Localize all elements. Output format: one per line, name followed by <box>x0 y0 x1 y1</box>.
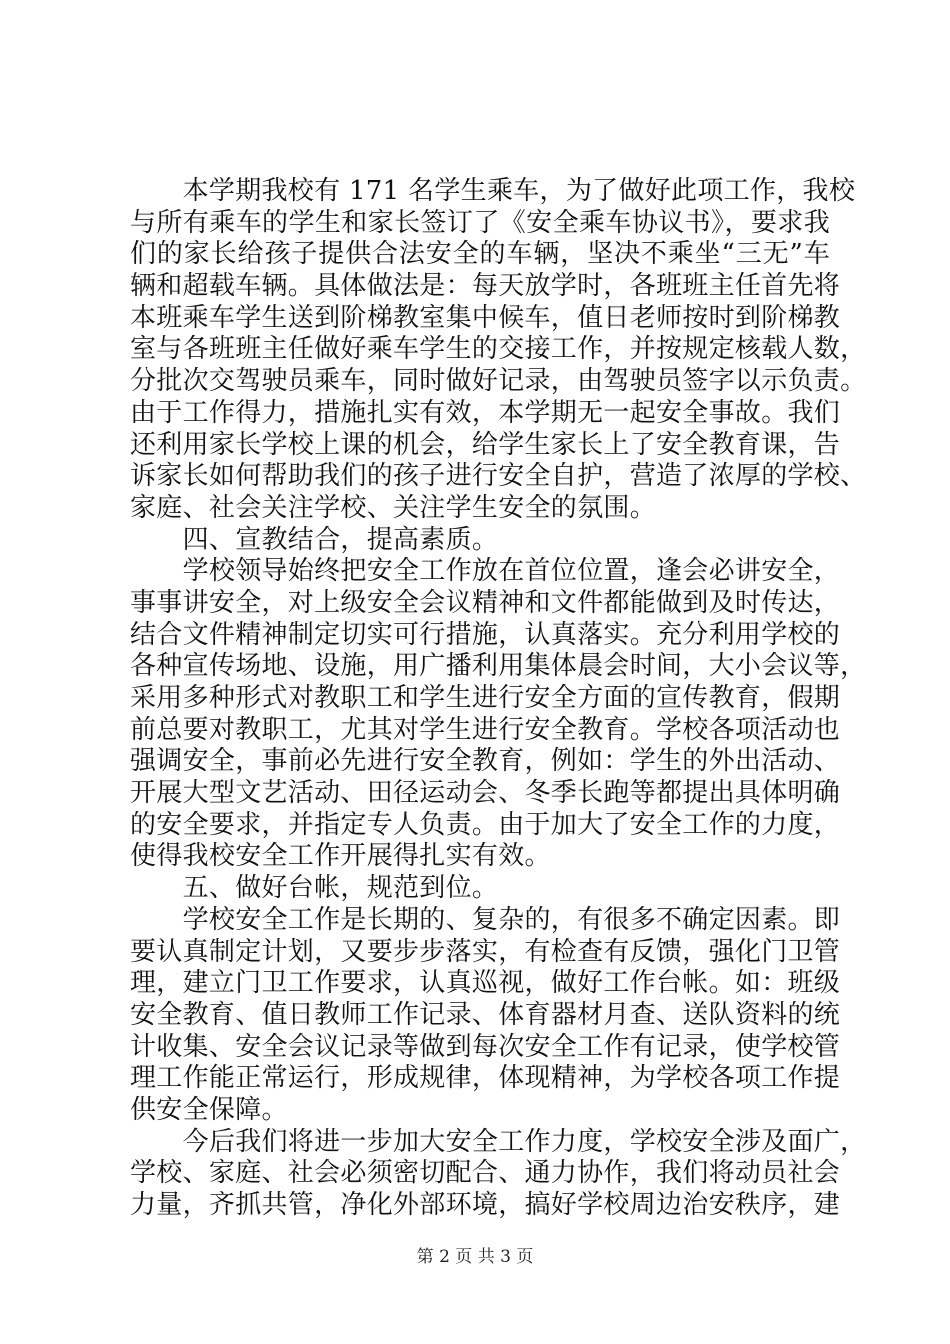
text-line: 们的家长给孩子提供合法安全的车辆，坚决不乘坐“三无”车 <box>130 239 830 270</box>
text-line: 辆和超载车辆。具体做法是：每天放学时，各班班主任首先将 <box>130 271 841 302</box>
text-line: 结合文件精神制定切实可行措施，认真落实。充分利用学校的 <box>130 619 841 650</box>
text-line: 学校安全工作是长期的、复杂的，有很多不确定因素。即 <box>130 904 841 935</box>
text-line: 还利用家长学校上课的机会，给学生家长上了安全教育课，告 <box>130 429 841 460</box>
text-line: 本班乘车学生送到阶梯教室集中候车，值日老师按时到阶梯教 <box>130 302 841 333</box>
text-line: 理，建立门卫工作要求，认真巡视，做好工作台帐。如：班级 <box>130 968 841 999</box>
text-line: 诉家长如何帮助我们的孩子进行安全自护，营造了浓厚的学校、 <box>130 461 867 492</box>
text-line: 力量，齐抓共管，净化外部环境，搞好学校周边治安秩序，建 <box>130 1190 841 1220</box>
text-line: 理工作能正常运行，形成规律，体现精神，为学校各项工作提 <box>130 1063 841 1094</box>
text-line: 前总要对教职工，尤其对学生进行安全教育。学校各项活动也 <box>130 714 841 745</box>
text-line: 分批次交驾驶员乘车，同时做好记录，由驾驶员签字以示负责。 <box>130 366 867 397</box>
text-line: 事事讲安全，对上级安全会议精神和文件都能做到及时传达， <box>130 587 841 618</box>
document-body <box>130 176 867 1222</box>
section-heading: 五、做好台帐，规范到位。 <box>130 873 499 904</box>
text-line: 各种宣传场地、设施，用广播利用集体晨会时间，大小会议等， <box>130 651 867 682</box>
text-line: 学校领导始终把安全工作放在首位位置，逢会必讲安全， <box>130 556 841 587</box>
text-line: 的安全要求，并指定专人负责。由于加大了安全工作的力度， <box>130 809 841 840</box>
text-line: 与所有乘车的学生和家长签订了《安全乘车协议书》，要求我 <box>130 207 830 238</box>
text-line: 开展大型文艺活动、田径运动会、冬季长跑等都提出具体明确 <box>130 778 841 809</box>
text-line: 供安全保障。 <box>130 1094 288 1125</box>
text-line: 本学期我校有 171 名学生乘车，为了做好此项工作，我校 <box>130 176 856 206</box>
text-line: 由于工作得力，措施扎实有效，本学期无一起安全事故。我们 <box>130 397 841 428</box>
text-line: 学校、家庭、社会必须密切配合、通力协作，我们将动员社会 <box>130 1158 841 1189</box>
section-heading: 四、宣教结合，提高素质。 <box>130 524 499 555</box>
text-line: 强调安全，事前必先进行安全教育，例如：学生的外出活动、 <box>130 746 841 777</box>
text-line: 家庭、社会关注学校、关注学生安全的氛围。 <box>130 492 657 523</box>
text-line: 室与各班班主任做好乘车学生的交接工作，并按规定核载人数， <box>130 334 867 365</box>
text-line: 安全教育、值日教师工作记录、体育器材月查、送队资料的统 <box>130 999 841 1030</box>
page-number-footer: 第 2 页 共 3 页 <box>416 1247 534 1267</box>
text-line: 今后我们将进一步加大安全工作力度，学校安全涉及面广， <box>130 1126 867 1157</box>
text-line: 计收集、安全会议记录等做到每次安全工作有记录，使学校管 <box>130 1031 841 1062</box>
text-line: 使得我校安全工作开展得扎实有效。 <box>130 841 551 872</box>
text-line: 采用多种形式对教职工和学生进行安全方面的宣传教育，假期 <box>130 683 841 713</box>
text-line: 要认真制定计划，又要步步落实，有检查有反馈，强化门卫管 <box>130 936 841 967</box>
